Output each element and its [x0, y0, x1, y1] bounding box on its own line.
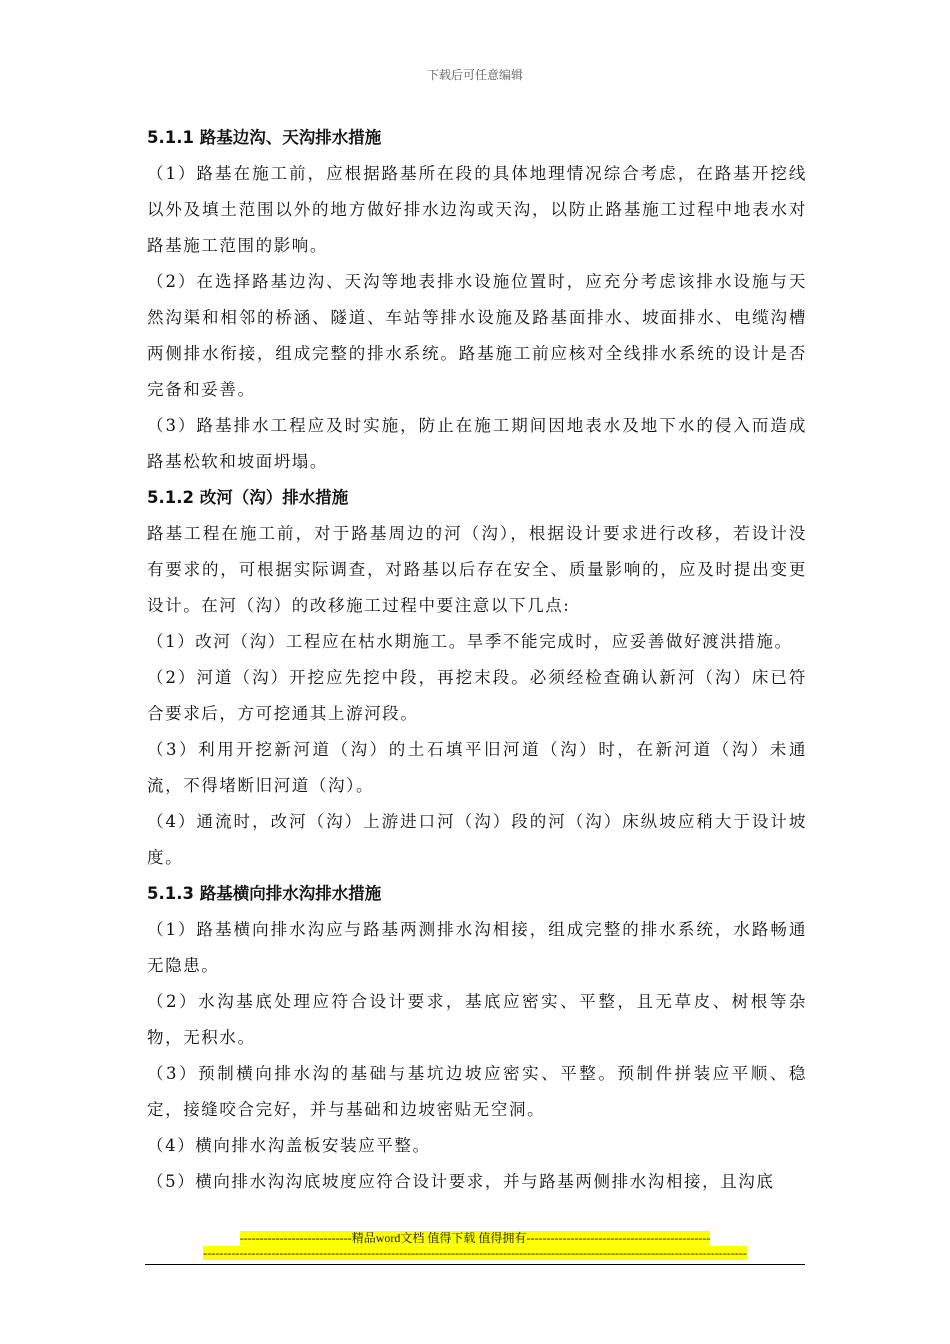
paragraph: （2）水沟基底处理应符合设计要求，基底应密实、平整，且无草皮、树根等杂物，无积水。 [147, 992, 807, 1047]
paragraph: 路基工程在施工前，对于路基周边的河（沟），根据设计要求进行改移，若设计没有要求的，可根据实际调查，对路基以后存在安全、质量影响的，应及时提出变更设计。在河（沟）的改移施工过程中要注意以下几点: [147, 524, 807, 615]
paragraph: （4）横向排水沟盖板安装应平整。 [147, 1136, 431, 1155]
paragraph: （1）改河（沟）工程应在枯水期施工。旱季不能完成时，应妥善做好渡洪措施。 [147, 632, 793, 651]
paragraph: （1）路基在施工前，应根据路基所在段的具体地理情况综合考虑，在路基开挖线以外及填土范围以外的地方做好排水边沟或天沟，以防止路基施工过程中地表水对路基施工范围的影响。 [147, 164, 807, 255]
section-heading: 5.1.1 路基边沟、天沟排水措施 [147, 128, 382, 147]
paragraph: （5）横向排水沟沟底坡度应符合设计要求，并与路基两侧排水沟相接，且沟底 [147, 1172, 775, 1191]
footer-dash-line [0, 1246, 950, 1261]
section-5-1-1 [147, 120, 807, 480]
paragraph: （3）预制横向排水沟的基础与基坑边坡应密实、平整。预制件拼装应平顺、稳定，接缝咬合完好，并与基础和边坡密贴无空洞。 [147, 1064, 807, 1119]
page-header: 下载后可任意编辑 [426, 68, 523, 82]
document-body [147, 120, 807, 1200]
footer-banner-text: ----------------------------精品word文档 值得下载 值得拥有---------------------------------------------- [239, 1231, 711, 1245]
paragraph: （2）在选择路基边沟、天沟等地表排水设施位置时，应充分考虑该排水设施与天然沟渠和相邻的桥涵、隧道、车站等排水设施及路基面排水、坡面排水、电缆沟槽两侧排水衔接，组成完整的排水系统。路基施工前应核对全线排水系统的设计是否完备和妥善。 [147, 272, 807, 399]
footer-banner [0, 1229, 950, 1246]
section-heading: 5.1.2 改河（沟）排水措施 [147, 488, 349, 507]
section-5-1-3 [147, 876, 807, 1200]
paragraph: （1）路基横向排水沟应与路基两测排水沟相接，组成完整的排水系统，水路畅通无隐患。 [147, 920, 807, 975]
paragraph: （3）路基排水工程应及时实施，防止在施工期间因地表水及地下水的侵入而造成路基松软和坡面坍塌。 [147, 416, 807, 471]
paragraph: （4）通流时，改河（沟）上游进口河（沟）段的河（沟）床纵坡应稍大于设计坡度。 [147, 812, 807, 867]
section-heading: 5.1.3 路基横向排水沟排水措施 [147, 884, 382, 903]
paragraph: （2）河道（沟）开挖应先挖中段，再挖末段。必须经检查确认新河（沟）床已符合要求后，方可挖通其上游河段。 [147, 668, 807, 723]
section-5-1-2 [147, 480, 807, 876]
paragraph: （3）利用开挖新河道（沟）的土石填平旧河道（沟）时，在新河道（沟）未通流，不得堵断旧河道（沟）。 [147, 740, 807, 795]
footer-dash-text: ---------------------------------------------------------------------------------------------------------------------------------------- [203, 1246, 747, 1260]
footer-rule [145, 1264, 805, 1265]
